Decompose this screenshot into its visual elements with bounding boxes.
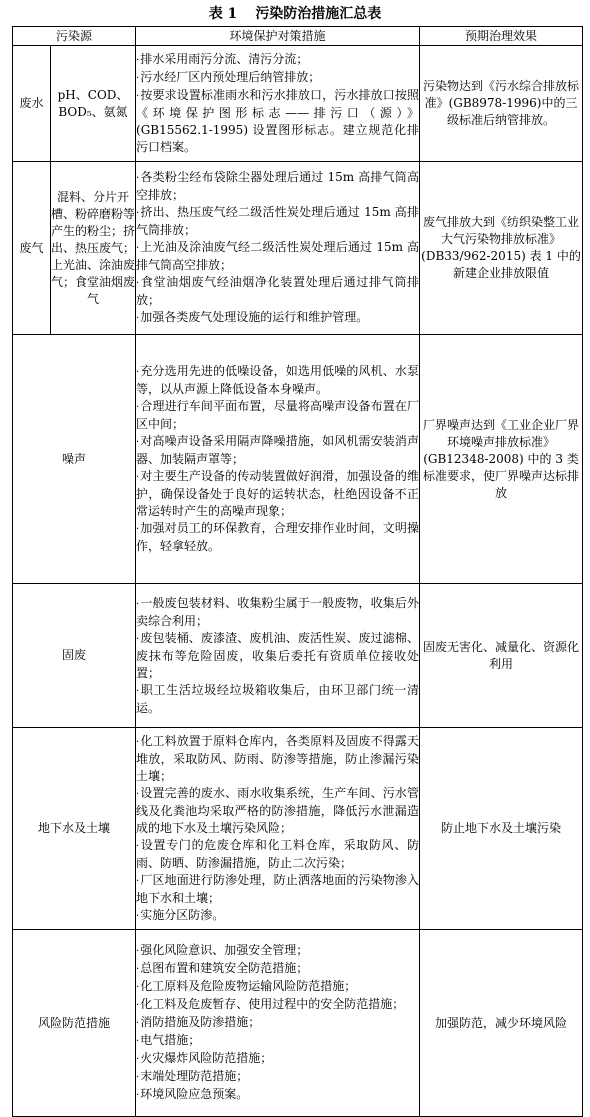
effect-cell: 废气排放大到《纺织染整工业大气污染物排放标准》(DB33/962-2015) 表 1 中的新建企业排放限值 <box>420 162 583 335</box>
bullet-icon: · <box>136 685 140 697</box>
measures-cell <box>136 46 420 162</box>
bullet-icon: · <box>136 982 140 993</box>
table-number: 表 1 <box>208 6 238 22</box>
measure-item <box>136 169 419 204</box>
measure-item <box>136 51 419 69</box>
bullet-icon: · <box>136 402 140 413</box>
bullet-icon: · <box>136 73 140 84</box>
measure-item <box>136 837 419 872</box>
measure-text: 职工生活垃圾经垃圾箱收集后，由环卫部门统一清运。 <box>136 682 420 715</box>
measure-item <box>136 274 419 309</box>
measure-item <box>136 785 419 837</box>
bullet-icon: · <box>136 736 140 748</box>
measure-item <box>136 398 419 433</box>
measure-text: 实施分区防渗。 <box>140 907 225 922</box>
measure-item <box>136 1050 419 1068</box>
header-effect: 预期治理效果 <box>420 27 583 46</box>
measure-item <box>136 942 419 960</box>
measure-item <box>136 433 419 468</box>
bullet-icon: · <box>136 472 140 483</box>
measure-text: 设置专门的危废仓库和化工料仓库，采取防风、防雨、防晒、防渗漏措施，防止二次污染； <box>136 837 420 870</box>
measure-item <box>136 69 419 87</box>
measure-item <box>136 907 419 925</box>
measures-cell <box>136 584 420 728</box>
table-row-noise <box>13 335 583 584</box>
pollutant-cell: 混料、分片开槽、粉碎磨粉等产生的粉尘；挤出、热压废气；上光油、涂油废气；食堂油烟废气 <box>51 162 136 335</box>
bullet-icon: · <box>136 173 140 184</box>
measure-item <box>136 309 419 327</box>
measure-item <box>136 520 419 555</box>
measure-text: 对高噪声设备采用隔声降噪措施，如风机需安装消声器、加装隔声罩等； <box>136 434 420 466</box>
effect-cell: 污染物达到《污水综合排放标准》(GB8978-1996)中的三级标准后纳管排放。 <box>420 46 583 162</box>
effect-cell: 加强防范，减少环境风险 <box>420 930 583 1117</box>
source-type-cell: 废气 <box>13 162 51 335</box>
measure-text: 火灾爆炸风险防范措施； <box>140 1051 273 1065</box>
source-type-cell: 风险防范措施 <box>13 930 136 1117</box>
measure-text: 挤出、热压废气经二级活性炭处理后通过 15m 高排气筒排放； <box>136 205 420 237</box>
measure-text: 废包装桶、废漆渣、废机油、废活性炭、废过滤棉、废抹布等危险固废，收集后委托有资质单位接收处置； <box>136 630 420 680</box>
measure-item <box>136 733 419 785</box>
measure-text: 化工料及危废暂存、使用过程中的安全防范措施； <box>140 997 405 1011</box>
measure-text: 消防措施及防渗措施； <box>140 1015 261 1029</box>
bullet-icon: · <box>136 1054 140 1065</box>
bullet-icon: · <box>136 964 140 975</box>
measure-text: 充分选用先进的低噪设备，如选用低噪的风机、水泵等，以从声源上降低设备本身噪声。 <box>136 364 420 396</box>
measure-text: 食堂油烟废气经油烟净化装置处理后通过排气筒排放； <box>136 275 420 307</box>
bullet-icon: · <box>136 1072 140 1083</box>
header-source: 污染源 <box>13 27 136 46</box>
bullet-icon: · <box>136 91 140 102</box>
table-title: 污染防治措施汇总表 <box>255 6 382 22</box>
measure-text: 加强对员工的环保教育，合理安排作业时间，文明操作，轻拿轻放。 <box>136 521 420 553</box>
measure-text: 设置完善的废水、雨水收集系统，生产车间、污水管线及化粪池均采取严格的防渗措施，降低污水泄漏造成的地下水及土壤污染风险； <box>136 785 420 835</box>
bullet-icon: · <box>136 1036 140 1047</box>
bullet-icon: · <box>136 278 140 289</box>
measure-text: 排水采用雨污分流、清污分流； <box>140 52 309 66</box>
bullet-icon: · <box>136 788 140 800</box>
measure-text: 化工料放置于原料仓库内，各类原料及固废不得露天堆放，采取防风、防雨、防渗等措施，防止渗漏污染土壤； <box>136 733 420 783</box>
measure-item <box>136 87 419 156</box>
measure-item <box>136 239 419 274</box>
measure-text: 污水经厂区内预处理后纳管排放； <box>140 70 321 84</box>
bullet-icon: · <box>136 367 140 378</box>
measure-text: 一般废包装材料、收集粉尘属于一般废物，收集后外卖综合利用； <box>136 595 420 628</box>
source-type-cell: 固废 <box>13 584 136 728</box>
bullet-icon: · <box>136 1090 140 1101</box>
measure-text: 总图布置和建筑安全防范措施； <box>140 961 309 975</box>
header-measures: 环境保护对策措施 <box>136 27 420 46</box>
bullet-icon: · <box>136 208 140 219</box>
measure-text: 合理进行车间平面布置，尽量将高噪声设备布置在厂区中间； <box>136 399 420 431</box>
bullet-icon: · <box>136 633 140 645</box>
measure-item <box>136 1068 419 1086</box>
table-caption <box>0 4 590 24</box>
measure-text: 加强各类废气处理设施的运行和维护管理。 <box>140 310 369 324</box>
bullet-icon: · <box>136 55 140 66</box>
effect-cell: 防止地下水及土壤污染 <box>420 728 583 930</box>
bullet-icon: · <box>136 598 140 610</box>
measure-text: 环境风险应急预案。 <box>140 1087 249 1101</box>
measure-item <box>136 468 419 520</box>
table-row-solid-waste <box>13 584 583 728</box>
source-type-cell: 废水 <box>13 46 51 162</box>
measure-text: 强化风险意识、加强安全管理； <box>140 943 309 957</box>
bullet-icon: · <box>136 1000 140 1011</box>
measure-item <box>136 595 419 630</box>
bullet-icon: · <box>136 946 140 957</box>
table-row-groundwater-soil <box>13 728 583 930</box>
bullet-icon: · <box>136 243 140 254</box>
measure-text: 化工原料及危险废物运输风险防范措施； <box>140 979 357 993</box>
measure-item <box>136 630 419 682</box>
measure-item <box>136 978 419 996</box>
effect-cell: 固废无害化、减量化、资源化利用 <box>420 584 583 728</box>
measure-text: 按要求设置标准雨水和污水排放口，污水排放口按照《环境保护图形标志——排污口（源）》(GB15562.1-1995) 设置图形标志。建立规范化排污口档案。 <box>136 88 420 154</box>
measures-cell <box>136 728 420 930</box>
measures-cell <box>136 930 420 1117</box>
pollution-measures-table <box>12 26 583 1117</box>
measure-text: 厂区地面进行防渗处理，防止洒落地面的污染物渗入地下水和土壤； <box>136 872 420 905</box>
source-type-cell: 噪声 <box>13 335 136 584</box>
measure-text: 对主要生产设备的传动装置做好润滑，加强设备的维护，确保设备处于良好的运转状态，杜绝因设备不正常运转时产生的高噪声现象； <box>136 469 420 518</box>
measure-item <box>136 1032 419 1050</box>
bullet-icon: · <box>136 524 140 535</box>
measure-item <box>136 682 419 717</box>
bullet-icon: · <box>136 875 140 887</box>
measure-item <box>136 204 419 239</box>
table-header-row <box>13 27 583 46</box>
measure-item <box>136 996 419 1014</box>
measure-item <box>136 960 419 978</box>
measures-cell <box>136 335 420 584</box>
effect-cell: 厂界噪声达到《工业企业厂界环境噪声排放标准》(GB12348-2008) 中的 3 类标准要求，使厂界噪声达标排放 <box>420 335 583 584</box>
measure-item <box>136 1086 419 1104</box>
measure-item <box>136 872 419 907</box>
bullet-icon: · <box>136 1018 140 1029</box>
measure-item <box>136 363 419 398</box>
table-row-risk-prevention <box>13 930 583 1117</box>
bullet-icon: · <box>136 437 140 448</box>
table-row-wastewater <box>13 46 583 162</box>
bullet-icon: · <box>136 910 140 922</box>
measure-item <box>136 1014 419 1032</box>
source-type-cell: 地下水及土壤 <box>13 728 136 930</box>
measure-text: 末端处理防范措施； <box>140 1069 249 1083</box>
measure-text: 电气措施； <box>140 1033 201 1047</box>
bullet-icon: · <box>136 840 140 852</box>
pollutant-cell: pH、COD、BOD₅、氨氮 <box>51 46 136 162</box>
measure-text: 上光油及涂油废气经二级活性炭处理后通过 15m 高排气筒高空排放； <box>136 240 420 272</box>
table-row-waste-gas <box>13 162 583 335</box>
measures-cell <box>136 162 420 335</box>
bullet-icon: · <box>136 313 140 324</box>
measure-text: 各类粉尘经布袋除尘器处理后通过 15m 高排气筒高空排放； <box>136 170 420 202</box>
